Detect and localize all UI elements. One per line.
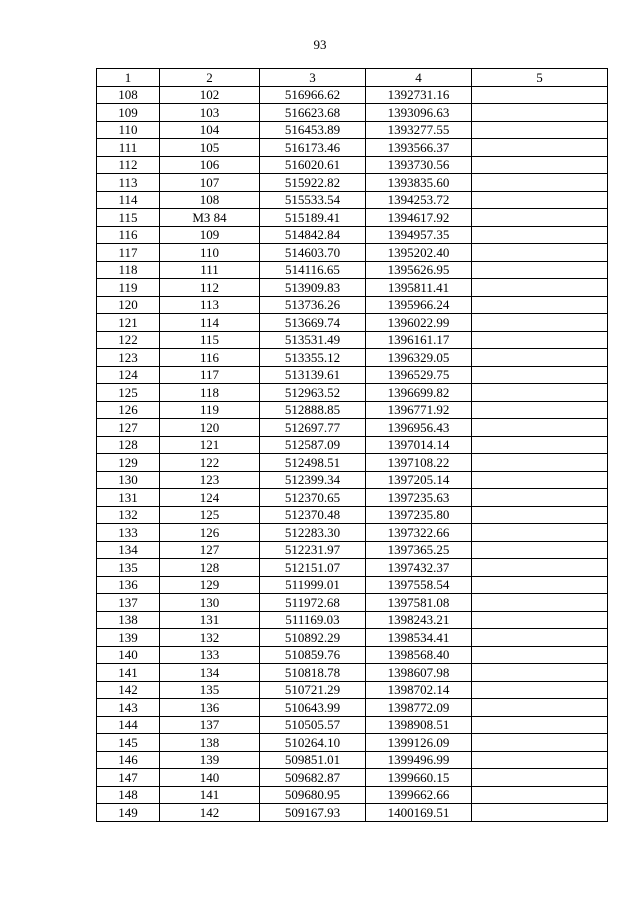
table-cell: 131 (97, 489, 160, 507)
table-cell: 1399662.66 (366, 786, 472, 804)
table-row (97, 401, 608, 419)
table-cell: 147 (97, 769, 160, 787)
table-row (97, 191, 608, 209)
table-cell: 512963.52 (260, 384, 366, 402)
table-row (97, 436, 608, 454)
table-cell: 510859.76 (260, 646, 366, 664)
table-cell: 102 (160, 86, 260, 104)
table-cell: 121 (97, 314, 160, 332)
table-cell: 128 (97, 436, 160, 454)
table-cell (472, 471, 608, 489)
table-cell (472, 681, 608, 699)
table-cell: 124 (160, 489, 260, 507)
table-cell: 134 (97, 541, 160, 559)
table-cell (472, 664, 608, 682)
table-cell: 113 (97, 174, 160, 192)
table-row (97, 296, 608, 314)
table-cell: 1396022.99 (366, 314, 472, 332)
column-header: 2 (160, 69, 260, 87)
table-cell (472, 209, 608, 227)
table-cell: 510818.78 (260, 664, 366, 682)
table-cell: 1396699.82 (366, 384, 472, 402)
table-cell: 511972.68 (260, 594, 366, 612)
table-cell: 132 (97, 506, 160, 524)
table-cell: 108 (160, 191, 260, 209)
table-cell: 123 (97, 349, 160, 367)
table-row (97, 209, 608, 227)
table-cell: 125 (97, 384, 160, 402)
table-cell: 103 (160, 104, 260, 122)
table-cell: 136 (160, 699, 260, 717)
table-cell: 137 (160, 716, 260, 734)
table-row (97, 646, 608, 664)
table-row (97, 366, 608, 384)
table-row (97, 419, 608, 437)
table-cell: 141 (160, 786, 260, 804)
table-cell: 1397205.14 (366, 471, 472, 489)
table-cell: 127 (97, 419, 160, 437)
table-cell (472, 646, 608, 664)
table-row (97, 699, 608, 717)
table-cell: 119 (160, 401, 260, 419)
table-cell: 515922.82 (260, 174, 366, 192)
table-cell: 1395811.41 (366, 279, 472, 297)
table-row (97, 139, 608, 157)
table-cell: 104 (160, 121, 260, 139)
table-cell: 516020.61 (260, 156, 366, 174)
table-cell: 134 (160, 664, 260, 682)
table-cell: 120 (97, 296, 160, 314)
table-cell: 126 (97, 401, 160, 419)
table-cell (472, 454, 608, 472)
table-row (97, 506, 608, 524)
coordinates-table (96, 68, 608, 822)
table-cell: 1392731.16 (366, 86, 472, 104)
table-cell: 113 (160, 296, 260, 314)
table-cell: 139 (160, 751, 260, 769)
table-cell: 106 (160, 156, 260, 174)
table-cell: 116 (97, 226, 160, 244)
table-cell: 109 (97, 104, 160, 122)
table-cell: 131 (160, 611, 260, 629)
table-cell: 138 (97, 611, 160, 629)
table-cell: 117 (160, 366, 260, 384)
table-cell: 1397014.14 (366, 436, 472, 454)
table-cell: 130 (97, 471, 160, 489)
table-cell: 119 (97, 279, 160, 297)
table-cell: 513355.12 (260, 349, 366, 367)
table-cell (472, 226, 608, 244)
table-cell (472, 156, 608, 174)
table-cell (472, 524, 608, 542)
table-row (97, 86, 608, 104)
table-cell: 511999.01 (260, 576, 366, 594)
table-cell: 1399496.99 (366, 751, 472, 769)
table-cell: 512370.65 (260, 489, 366, 507)
table-row (97, 769, 608, 787)
table-cell: 112 (97, 156, 160, 174)
table-cell: 513909.83 (260, 279, 366, 297)
table-cell: 135 (97, 559, 160, 577)
table-cell: 1394957.35 (366, 226, 472, 244)
table-row (97, 349, 608, 367)
table-cell: 136 (97, 576, 160, 594)
table-cell: 108 (97, 86, 160, 104)
table-cell (472, 419, 608, 437)
table-row (97, 594, 608, 612)
table-cell: 130 (160, 594, 260, 612)
table-cell: 1397581.08 (366, 594, 472, 612)
table-cell (472, 734, 608, 752)
table-cell: 1395626.95 (366, 261, 472, 279)
table-row (97, 121, 608, 139)
table-cell: 1397365.25 (366, 541, 472, 559)
table-cell: 512370.48 (260, 506, 366, 524)
table-cell: 1397558.54 (366, 576, 472, 594)
table-cell (472, 506, 608, 524)
table-cell (472, 296, 608, 314)
table-row (97, 279, 608, 297)
table-cell (472, 279, 608, 297)
table-cell: 109 (160, 226, 260, 244)
table-cell: 112 (160, 279, 260, 297)
table-row (97, 559, 608, 577)
table-cell: 1397432.37 (366, 559, 472, 577)
table-cell: 127 (160, 541, 260, 559)
table-row (97, 156, 608, 174)
table-cell (472, 384, 608, 402)
table-cell: 516623.68 (260, 104, 366, 122)
table-cell (472, 699, 608, 717)
table-cell: 126 (160, 524, 260, 542)
table-row (97, 244, 608, 262)
table-cell: 1400169.51 (366, 804, 472, 822)
table-cell (472, 629, 608, 647)
table-cell: 110 (97, 121, 160, 139)
table-row (97, 541, 608, 559)
table-row (97, 314, 608, 332)
table-cell: 1393277.55 (366, 121, 472, 139)
table-cell: 114 (160, 314, 260, 332)
table-cell: 110 (160, 244, 260, 262)
table-cell: 509851.01 (260, 751, 366, 769)
table-cell (472, 489, 608, 507)
table-row (97, 384, 608, 402)
table-cell: 515533.54 (260, 191, 366, 209)
table-cell: 122 (160, 454, 260, 472)
table-cell (472, 349, 608, 367)
table-cell: 114 (97, 191, 160, 209)
table-cell: 512587.09 (260, 436, 366, 454)
table-cell (472, 331, 608, 349)
table-cell (472, 576, 608, 594)
table-row (97, 331, 608, 349)
table-cell: 133 (160, 646, 260, 664)
table-cell: 1398243.21 (366, 611, 472, 629)
table-cell: 1393096.63 (366, 104, 472, 122)
table-cell: 1396329.05 (366, 349, 472, 367)
column-header: 5 (472, 69, 608, 87)
table-cell: 513139.61 (260, 366, 366, 384)
table-cell (472, 436, 608, 454)
table-cell: 510892.29 (260, 629, 366, 647)
table-row (97, 611, 608, 629)
table-cell: 143 (97, 699, 160, 717)
table-cell: 115 (160, 331, 260, 349)
table-row (97, 664, 608, 682)
column-header: 3 (260, 69, 366, 87)
table-cell: 132 (160, 629, 260, 647)
table-cell: 512231.97 (260, 541, 366, 559)
table-row (97, 261, 608, 279)
table-cell (472, 541, 608, 559)
table-cell: 1396161.17 (366, 331, 472, 349)
table-cell: 1398568.40 (366, 646, 472, 664)
table-cell: 1397235.80 (366, 506, 472, 524)
table-cell (472, 314, 608, 332)
table-row (97, 471, 608, 489)
table-cell: 515189.41 (260, 209, 366, 227)
table-cell (472, 139, 608, 157)
column-header: 1 (97, 69, 160, 87)
table-cell: 1398534.41 (366, 629, 472, 647)
table-cell: 512888.85 (260, 401, 366, 419)
column-header: 4 (366, 69, 472, 87)
table-cell: 512151.07 (260, 559, 366, 577)
table-cell: 123 (160, 471, 260, 489)
table-cell: МЗ 84 (160, 209, 260, 227)
table-cell (472, 751, 608, 769)
table-cell: 1395966.24 (366, 296, 472, 314)
table-cell: 121 (160, 436, 260, 454)
table-cell: 115 (97, 209, 160, 227)
table-cell (472, 366, 608, 384)
table-cell (472, 716, 608, 734)
table-cell: 1398702.14 (366, 681, 472, 699)
table-cell: 145 (97, 734, 160, 752)
page-number: 93 (313, 37, 327, 52)
table-cell (472, 261, 608, 279)
table-cell: 514603.70 (260, 244, 366, 262)
table-cell: 1396529.75 (366, 366, 472, 384)
table-cell: 514116.65 (260, 261, 366, 279)
table-cell: 124 (97, 366, 160, 384)
table-cell: 510264.10 (260, 734, 366, 752)
table-cell: 1393835.60 (366, 174, 472, 192)
table-cell: 513531.49 (260, 331, 366, 349)
table-cell: 107 (160, 174, 260, 192)
table-row (97, 681, 608, 699)
table-cell: 1398607.98 (366, 664, 472, 682)
table-cell: 1397108.22 (366, 454, 472, 472)
table-row (97, 751, 608, 769)
table-cell: 140 (160, 769, 260, 787)
table-cell: 137 (97, 594, 160, 612)
table-row (97, 629, 608, 647)
table-row (97, 716, 608, 734)
table-cell (472, 804, 608, 822)
table-cell: 510505.57 (260, 716, 366, 734)
table-cell: 1399126.09 (366, 734, 472, 752)
table-header-row (97, 69, 608, 87)
table-cell: 1398908.51 (366, 716, 472, 734)
table-cell: 149 (97, 804, 160, 822)
table-cell (472, 174, 608, 192)
table-cell (472, 559, 608, 577)
table-cell: 144 (97, 716, 160, 734)
table-cell: 120 (160, 419, 260, 437)
table-cell: 141 (97, 664, 160, 682)
table-cell (472, 769, 608, 787)
table-cell: 129 (160, 576, 260, 594)
table-cell: 1395202.40 (366, 244, 472, 262)
table-cell (472, 121, 608, 139)
table-cell: 513669.74 (260, 314, 366, 332)
table-cell: 510721.29 (260, 681, 366, 699)
table-cell: 516173.46 (260, 139, 366, 157)
table-cell: 148 (97, 786, 160, 804)
table-row (97, 174, 608, 192)
table-cell (472, 786, 608, 804)
table-cell: 125 (160, 506, 260, 524)
table-cell (472, 401, 608, 419)
table-cell: 509167.93 (260, 804, 366, 822)
table-cell: 138 (160, 734, 260, 752)
table-cell: 111 (160, 261, 260, 279)
table-cell: 1394253.72 (366, 191, 472, 209)
table-cell: 1399660.15 (366, 769, 472, 787)
table-cell: 1397235.63 (366, 489, 472, 507)
table-cell: 140 (97, 646, 160, 664)
table-cell: 135 (160, 681, 260, 699)
table-cell: 1393566.37 (366, 139, 472, 157)
table-row (97, 489, 608, 507)
table-cell: 513736.26 (260, 296, 366, 314)
table-cell: 511169.03 (260, 611, 366, 629)
table-row (97, 454, 608, 472)
table-row (97, 524, 608, 542)
table-cell: 111 (97, 139, 160, 157)
table-cell: 118 (97, 261, 160, 279)
table-cell: 512399.34 (260, 471, 366, 489)
table-cell: 512283.30 (260, 524, 366, 542)
table-row (97, 786, 608, 804)
table-cell: 122 (97, 331, 160, 349)
table-cell: 105 (160, 139, 260, 157)
table-row (97, 734, 608, 752)
table-cell (472, 86, 608, 104)
table-body (97, 86, 608, 821)
table-cell: 512697.77 (260, 419, 366, 437)
table-cell: 142 (97, 681, 160, 699)
table-row (97, 804, 608, 822)
table-cell: 117 (97, 244, 160, 262)
table-cell: 133 (97, 524, 160, 542)
table-cell: 509680.95 (260, 786, 366, 804)
table-cell: 128 (160, 559, 260, 577)
table-cell (472, 191, 608, 209)
table-cell (472, 104, 608, 122)
table-cell: 510643.99 (260, 699, 366, 717)
table-cell: 1397322.66 (366, 524, 472, 542)
table-cell: 116 (160, 349, 260, 367)
table-cell: 512498.51 (260, 454, 366, 472)
table-cell: 142 (160, 804, 260, 822)
table-cell (472, 594, 608, 612)
table-cell: 1393730.56 (366, 156, 472, 174)
table-cell: 514842.84 (260, 226, 366, 244)
table-cell (472, 244, 608, 262)
table-cell: 1396956.43 (366, 419, 472, 437)
table-cell: 516453.89 (260, 121, 366, 139)
table-cell: 1396771.92 (366, 401, 472, 419)
table-cell: 1398772.09 (366, 699, 472, 717)
table-row (97, 104, 608, 122)
table-cell: 516966.62 (260, 86, 366, 104)
table-cell: 118 (160, 384, 260, 402)
table-row (97, 226, 608, 244)
table-cell: 509682.87 (260, 769, 366, 787)
table-cell: 139 (97, 629, 160, 647)
table-row (97, 576, 608, 594)
table-cell: 146 (97, 751, 160, 769)
table-cell: 129 (97, 454, 160, 472)
table-cell (472, 611, 608, 629)
table-cell: 1394617.92 (366, 209, 472, 227)
